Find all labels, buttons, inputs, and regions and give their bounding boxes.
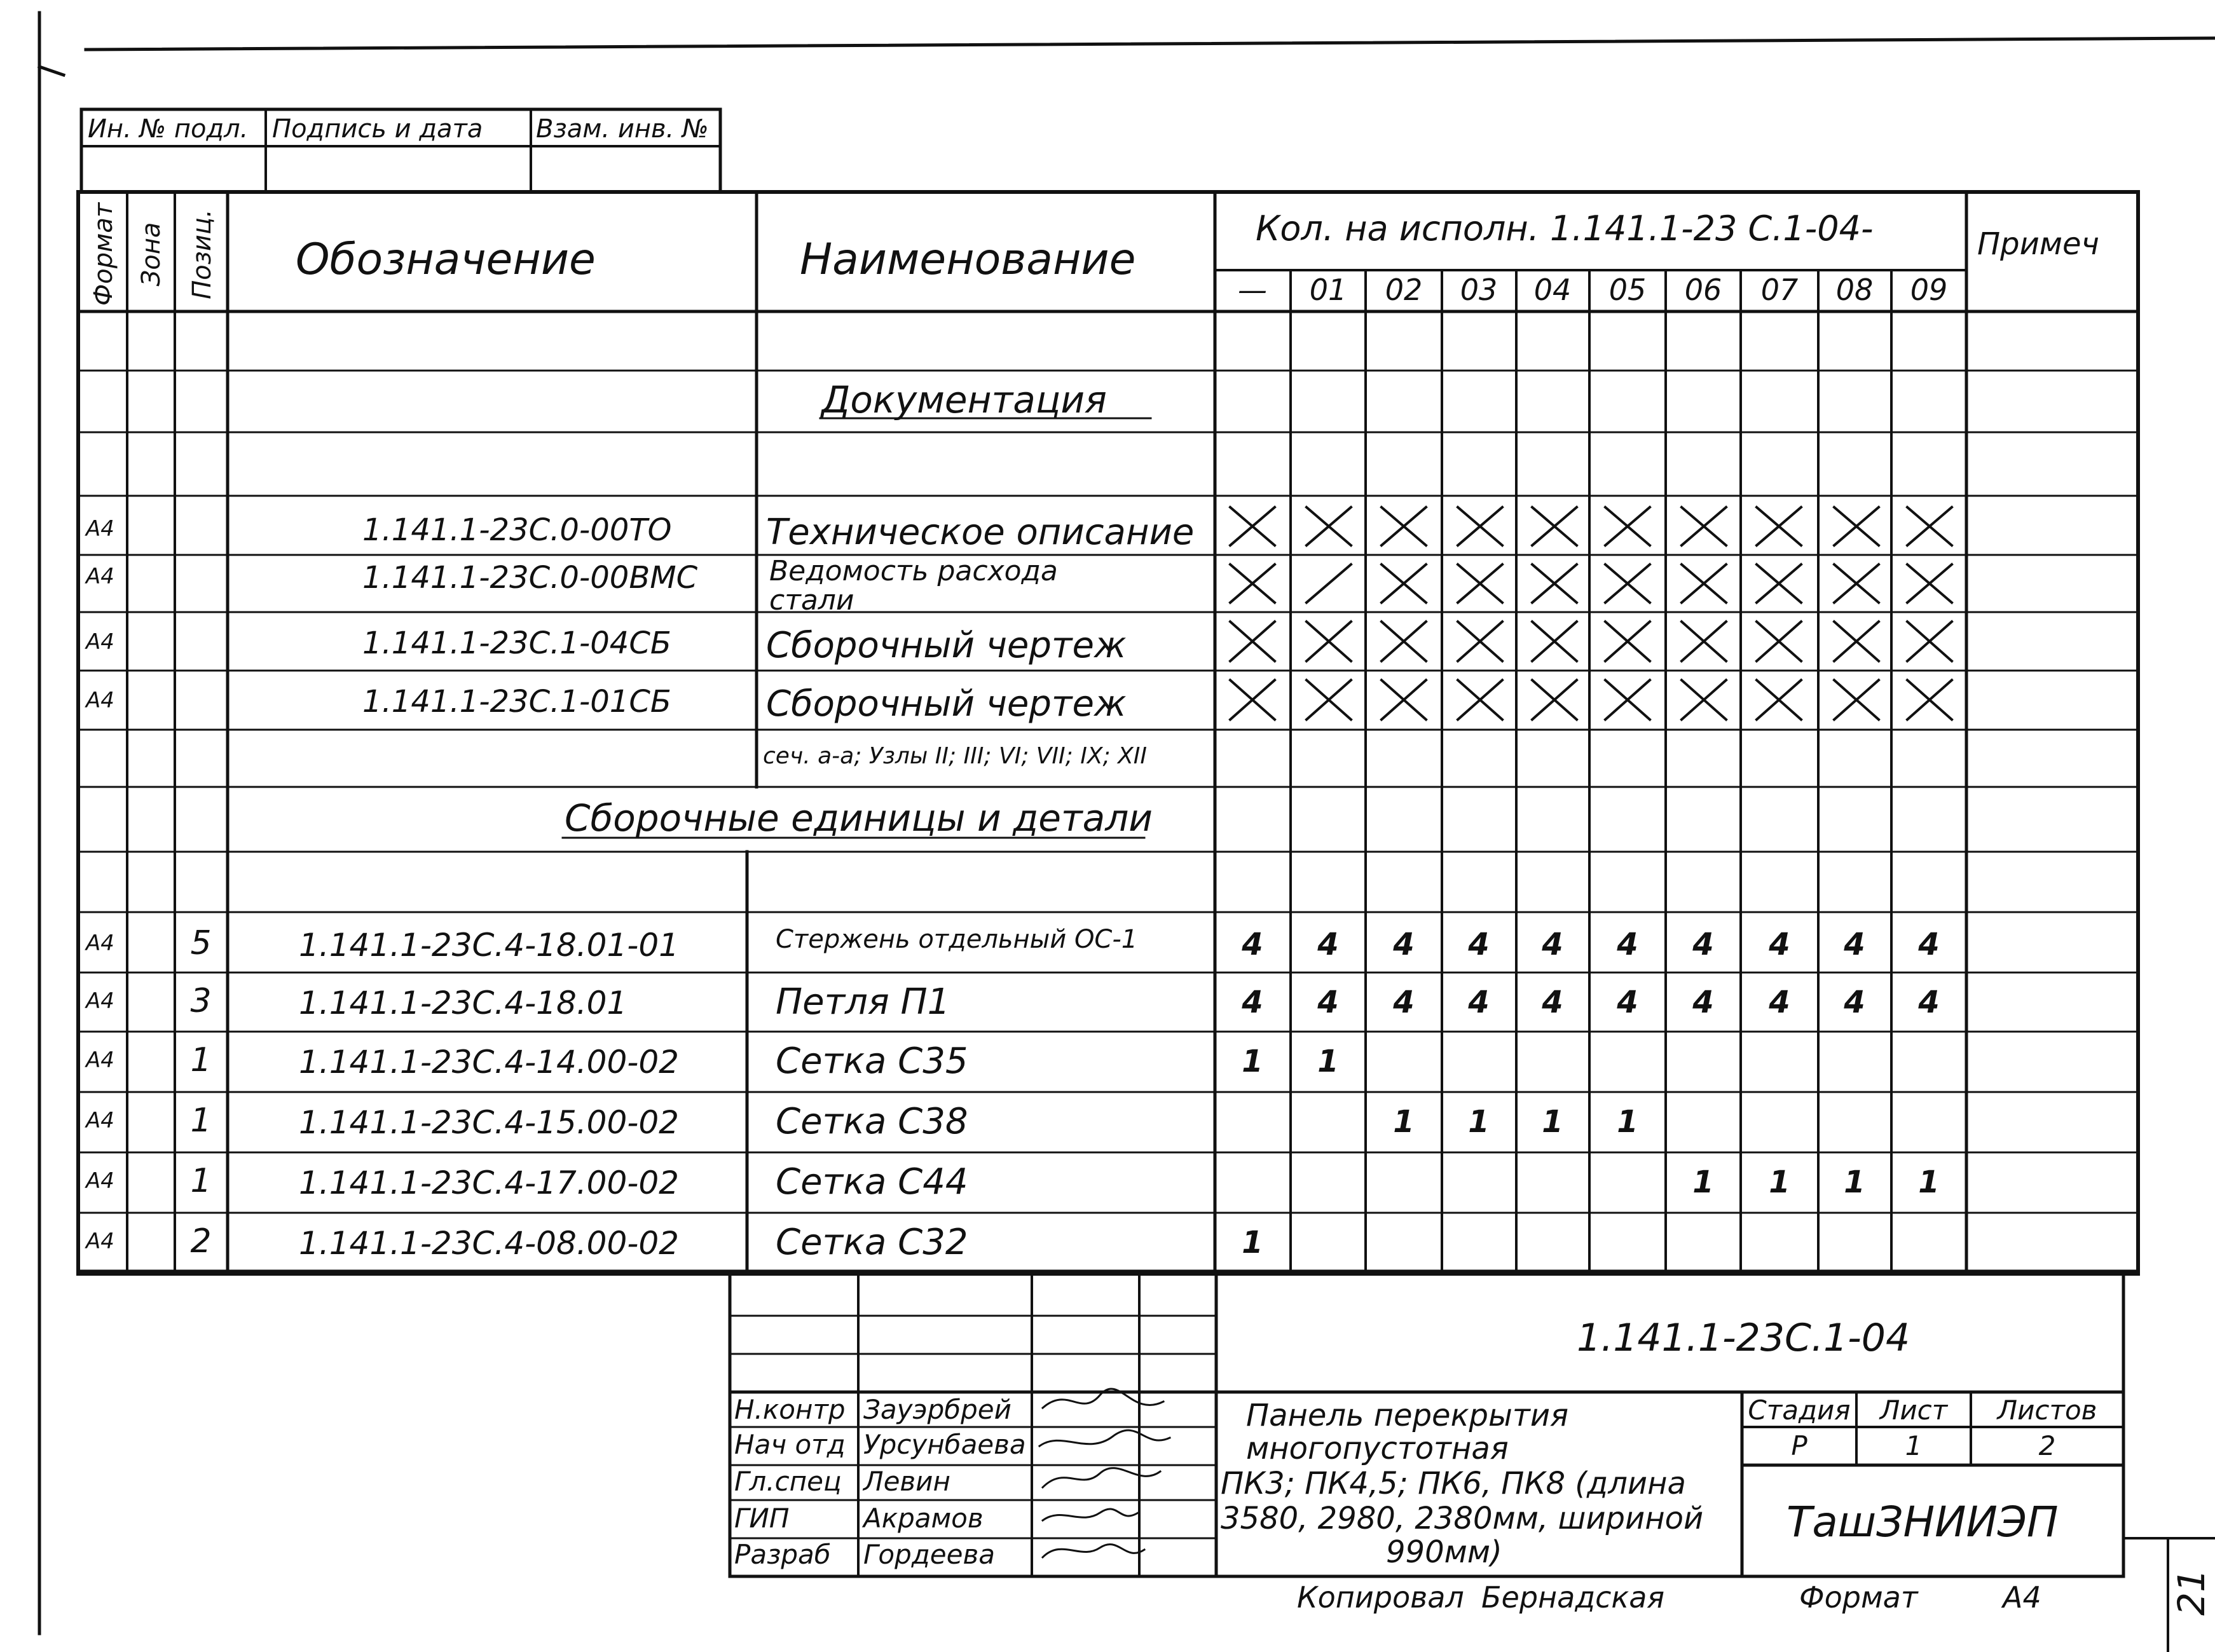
copied-label: Копировал bbox=[1297, 1580, 1464, 1614]
part-row-qty: 4 bbox=[1317, 985, 1339, 1020]
header-designation: Обозначение bbox=[296, 235, 596, 285]
part-row-qty: 4 bbox=[1542, 985, 1563, 1020]
part-row-qty: 1 bbox=[1769, 1164, 1790, 1200]
variant-header: 04 bbox=[1533, 273, 1572, 307]
tb-title-line: 990мм) bbox=[1386, 1534, 1502, 1570]
part-row-qty: 4 bbox=[1317, 927, 1339, 962]
part-row-qty: 1 bbox=[1918, 1164, 1940, 1200]
part-row-qty: 1 bbox=[1617, 1104, 1638, 1140]
tb-person: Акрамов bbox=[863, 1503, 984, 1534]
variant-header: 06 bbox=[1684, 273, 1722, 307]
part-row-qty: 1 bbox=[1692, 1164, 1714, 1200]
format-label: Формат bbox=[1799, 1580, 1918, 1614]
section-documentation: Документация bbox=[821, 378, 1107, 421]
part-row-name: Сетка С32 bbox=[776, 1222, 968, 1263]
stage-label: Стадия bbox=[1748, 1395, 1851, 1426]
tb-person: Зауэрбрей bbox=[863, 1394, 1011, 1425]
part-row-qty: 4 bbox=[1844, 927, 1865, 962]
tb-role: Разраб bbox=[734, 1539, 831, 1570]
section-assembly: Сборочные единицы и детали bbox=[565, 796, 1153, 840]
doc-row-name: Сборочный чертеж bbox=[766, 625, 1127, 666]
tb-role: Гл.спец bbox=[734, 1466, 842, 1497]
part-row-position: 3 bbox=[190, 982, 212, 1020]
inventory-number-label: Ин. № подл. bbox=[88, 114, 249, 144]
variant-header: 08 bbox=[1835, 273, 1874, 307]
doc-row-designation: 1.141.1-23С.0-00ТО bbox=[362, 512, 672, 548]
document-code: 1.141.1-23С.1-04 bbox=[1577, 1316, 1910, 1360]
sheet-label: Лист bbox=[1879, 1395, 1948, 1426]
tb-title-line: многопустотная bbox=[1246, 1431, 1509, 1466]
variant-header: — bbox=[1238, 273, 1267, 307]
header-note: Примеч bbox=[1977, 226, 2099, 262]
part-row-qty: 4 bbox=[1617, 927, 1638, 962]
part-row-qty: 4 bbox=[1617, 985, 1638, 1020]
tb-title-line: ПК3; ПК4,5; ПК6, ПК8 (длина bbox=[1221, 1466, 1686, 1501]
part-row-qty: 1 bbox=[1242, 1225, 1263, 1260]
part-row-qty: 4 bbox=[1468, 927, 1490, 962]
organization: ТашЗНИИЭП bbox=[1786, 1498, 2059, 1546]
part-row-designation: 1.141.1-23С.4-15.00-02 bbox=[299, 1104, 679, 1141]
part-row-qty: 1 bbox=[1242, 1044, 1263, 1079]
part-row-qty: 4 bbox=[1692, 927, 1714, 962]
replacement-inventory-label: Взам. инв. № bbox=[536, 114, 709, 144]
variant-header: 07 bbox=[1760, 273, 1799, 307]
copier-name: Бернадская bbox=[1481, 1580, 1665, 1614]
part-row-format: А4 bbox=[86, 1108, 114, 1133]
part-row-designation: 1.141.1-23С.4-08.00-02 bbox=[299, 1225, 679, 1262]
part-row-qty: 4 bbox=[1769, 985, 1790, 1020]
part-row-position: 5 bbox=[190, 924, 212, 962]
doc-row-extra: сеч. а-а; Узлы II; III; VI; VII; IX; XII bbox=[763, 743, 1147, 769]
part-row-format: А4 bbox=[86, 988, 114, 1014]
part-row-qty: 4 bbox=[1242, 927, 1263, 962]
doc-row-name: Техническое описание bbox=[766, 512, 1195, 553]
part-row-designation: 1.141.1-23С.4-17.00-02 bbox=[299, 1164, 679, 1201]
tb-title-line: 3580, 2980, 2380мм, шириной bbox=[1221, 1501, 1704, 1536]
variant-header: 01 bbox=[1309, 273, 1347, 307]
sheets-value: 2 bbox=[2038, 1430, 2056, 1461]
part-row-position: 1 bbox=[190, 1041, 212, 1079]
doc-row-format: А4 bbox=[86, 688, 114, 713]
part-row-qty: 1 bbox=[1542, 1104, 1563, 1140]
header-position: Позиц. bbox=[188, 209, 217, 299]
page-number: 21 bbox=[2170, 1569, 2213, 1616]
variant-header: 05 bbox=[1608, 273, 1647, 307]
part-row-qty: 1 bbox=[1317, 1044, 1339, 1079]
part-row-format: А4 bbox=[86, 1168, 114, 1194]
doc-row-name-line2: стали bbox=[769, 584, 854, 617]
part-row-qty: 4 bbox=[1918, 927, 1940, 962]
format-value: А4 bbox=[2003, 1580, 2041, 1614]
sheet-value: 1 bbox=[1905, 1430, 1923, 1461]
header-name: Наименование bbox=[800, 235, 1136, 285]
part-row-qty: 1 bbox=[1393, 1104, 1415, 1140]
part-row-designation: 1.141.1-23С.4-18.01 bbox=[299, 985, 627, 1021]
doc-row-format: А4 bbox=[86, 564, 114, 589]
part-row-qty: 1 bbox=[1468, 1104, 1490, 1140]
doc-row-name: Ведомость расхода bbox=[769, 555, 1058, 587]
part-row-qty: 4 bbox=[1542, 927, 1563, 962]
stage-value: Р bbox=[1791, 1430, 1807, 1461]
tb-role: ГИП bbox=[734, 1503, 790, 1534]
part-row-qty: 4 bbox=[1242, 985, 1263, 1020]
doc-row-designation: 1.141.1-23С.1-01СБ bbox=[362, 684, 671, 720]
tb-role: Нач отд bbox=[734, 1429, 846, 1460]
doc-row-designation: 1.141.1-23С.0-00ВМС bbox=[362, 560, 698, 596]
part-row-name: Стержень отдельный ОС-1 bbox=[776, 925, 1138, 954]
part-row-format: А4 bbox=[86, 931, 114, 956]
part-row-designation: 1.141.1-23С.4-18.01-01 bbox=[299, 927, 679, 964]
tb-person: Урсунбаева bbox=[863, 1429, 1026, 1460]
tb-person: Левин bbox=[863, 1466, 950, 1497]
part-row-qty: 4 bbox=[1468, 985, 1490, 1020]
part-row-position: 1 bbox=[190, 1162, 212, 1200]
doc-row-designation: 1.141.1-23С.1-04СБ bbox=[362, 625, 671, 661]
part-row-qty: 4 bbox=[1692, 985, 1714, 1020]
variant-header: 03 bbox=[1460, 273, 1498, 307]
variant-header: 09 bbox=[1910, 273, 1948, 307]
part-row-name: Сетка С35 bbox=[776, 1041, 968, 1082]
part-row-position: 1 bbox=[190, 1102, 212, 1140]
part-row-position: 2 bbox=[190, 1222, 212, 1260]
tb-role: Н.контр bbox=[734, 1394, 846, 1425]
tb-title-line: Панель перекрытия bbox=[1246, 1398, 1568, 1433]
doc-row-name: Сборочный чертеж bbox=[766, 683, 1127, 725]
part-row-qty: 4 bbox=[1393, 927, 1415, 962]
part-row-name: Сетка С38 bbox=[776, 1101, 968, 1142]
part-row-format: А4 bbox=[86, 1048, 114, 1073]
part-row-designation: 1.141.1-23С.4-14.00-02 bbox=[299, 1044, 679, 1081]
tb-person: Гордеева bbox=[863, 1539, 995, 1570]
header-zone: Зона bbox=[137, 222, 166, 287]
signature-date-label: Подпись и дата bbox=[272, 114, 483, 144]
part-row-name: Сетка С44 bbox=[776, 1161, 968, 1203]
part-row-qty: 4 bbox=[1844, 985, 1865, 1020]
doc-row-format: А4 bbox=[86, 516, 114, 542]
part-row-qty: 4 bbox=[1918, 985, 1940, 1020]
part-row-qty: 1 bbox=[1844, 1164, 1865, 1200]
header-format: Формат bbox=[89, 202, 118, 306]
part-row-name: Петля П1 bbox=[776, 981, 950, 1023]
doc-row-format: А4 bbox=[86, 629, 114, 655]
part-row-format: А4 bbox=[86, 1229, 114, 1254]
part-row-qty: 4 bbox=[1769, 927, 1790, 962]
variant-header: 02 bbox=[1385, 273, 1423, 307]
sheets-label: Листов bbox=[1997, 1395, 2097, 1426]
header-qty-title: Кол. на исполн. 1.141.1-23 С.1-04- bbox=[1256, 208, 1874, 249]
part-row-qty: 4 bbox=[1393, 985, 1415, 1020]
